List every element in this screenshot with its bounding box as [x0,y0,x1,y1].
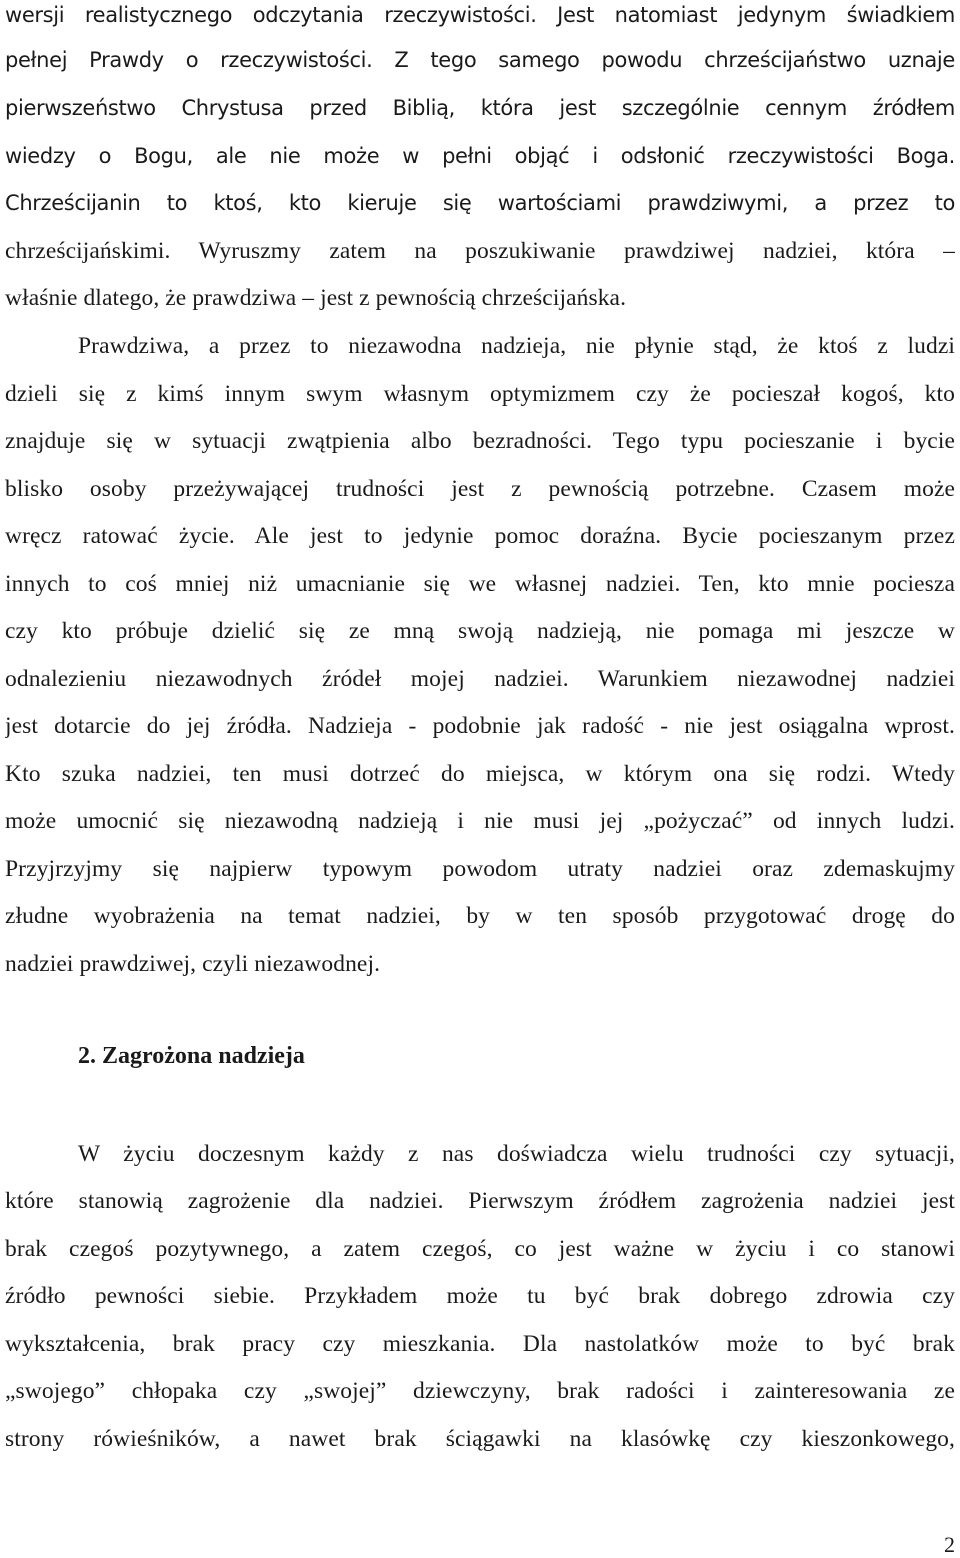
paragraph-line: nadziei prawdziwej, czyli niezawodnej. [5,951,381,977]
paragraph-line: innych to coś mniej niż umacnianie się we własnej nadziei. Ten, kto mnie pociesza [5,571,955,597]
paragraph-line: wręcz ratować życie. Ale jest to jedynie pomoc doraźna. Bycie pocieszanym przez [5,523,955,549]
paragraph-line: brak czegoś pozytywnego, a zatem czegoś, co jest ważne w życiu i co stanowi [5,1236,955,1262]
paragraph-line: właśnie dlatego, że prawdziwa – jest z pewnością chrześcijańska. [5,285,627,311]
paragraph-line: „swojego” chłopaka czy „swojej” dziewczyny, brak radości i zainteresowania ze [5,1378,955,1404]
paragraph-line: Prawdziwa, a przez to niezawodna nadzieja, nie płynie stąd, że ktoś z ludzi [78,333,955,359]
paragraph-line: które stanowią zagrożenie dla nadziei. Pierwszym źródłem zagrożenia nadziei jest [5,1188,955,1214]
paragraph-line: blisko osoby przeżywającej trudności jest z pewnością potrzebne. Czasem może [5,476,955,502]
paragraph-line: Przyjrzyjmy się najpierw typowym powodom utraty nadziei oraz zdemaskujmy [5,856,955,882]
paragraph-line: złudne wyobrażenia na temat nadziei, by w ten sposób przygotować drogę do [5,903,955,929]
paragraph-line: odnalezieniu niezawodnych źródeł mojej nadziei. Warunkiem niezawodnej nadziei [5,666,955,692]
paragraph-line: znajduje się w sytuacji zwątpienia albo bezradności. Tego typu pocieszanie i bycie [5,428,955,454]
page-number: 2 [944,1532,955,1557]
paragraph-line: Kto szuka nadziei, ten musi dotrzeć do miejsca, w którym ona się rodzi. Wtedy [5,761,955,787]
paragraph-line: pełnej Prawdy o rzeczywistości. Z tego samego powodu chrześcijaństwo uznaje [5,48,955,72]
paragraph-line: strony rówieśników, a nawet brak ściągawki na klasówkę czy kieszonkowego, [5,1426,955,1452]
paragraph-line: źródło pewności siebie. Przykładem może tu być brak dobrego zdrowia czy [5,1283,955,1309]
paragraph-line: dzieli się z kimś innym swym własnym optymizmem czy że pocieszał kogoś, kto [5,381,955,407]
paragraph-line: chrześcijańskimi. Wyruszmy zatem na poszukiwanie prawdziwej nadziei, która – [5,238,955,264]
paragraph-line: pierwszeństwo Chrystusa przed Biblią, która jest szczególnie cennym źródłem [5,96,955,120]
paragraph-line: może umocnić się niezawodną nadzieją i nie musi jej „pożyczać” od innych ludzi. [5,808,955,834]
paragraph-line: wiedzy o Bogu, ale nie może w pełni objąć i odsłonić rzeczywistości Boga. [5,144,955,168]
paragraph-line: wykształcenia, brak pracy czy mieszkania. Dla nastolatków może to być brak [5,1331,955,1357]
paragraph-line: W życiu doczesnym każdy z nas doświadcza wielu trudności czy sytuacji, [78,1141,955,1167]
paragraph-line: czy kto próbuje dzielić się ze mną swoją nadzieją, nie pomaga mi jeszcze w [5,618,955,644]
paragraph-line: wersji realistycznego odczytania rzeczywistości. Jest natomiast jedynym świadkiem [5,3,955,27]
section-heading: 2. Zagrożona nadzieja [78,1043,305,1069]
paragraph-line: Chrześcijanin to ktoś, kto kieruje się wartościami prawdziwymi, a przez to [5,191,955,215]
paragraph-line: jest dotarcie do jej źródła. Nadzieja - podobnie jak radość - nie jest osiągalna wprost. [5,713,955,739]
